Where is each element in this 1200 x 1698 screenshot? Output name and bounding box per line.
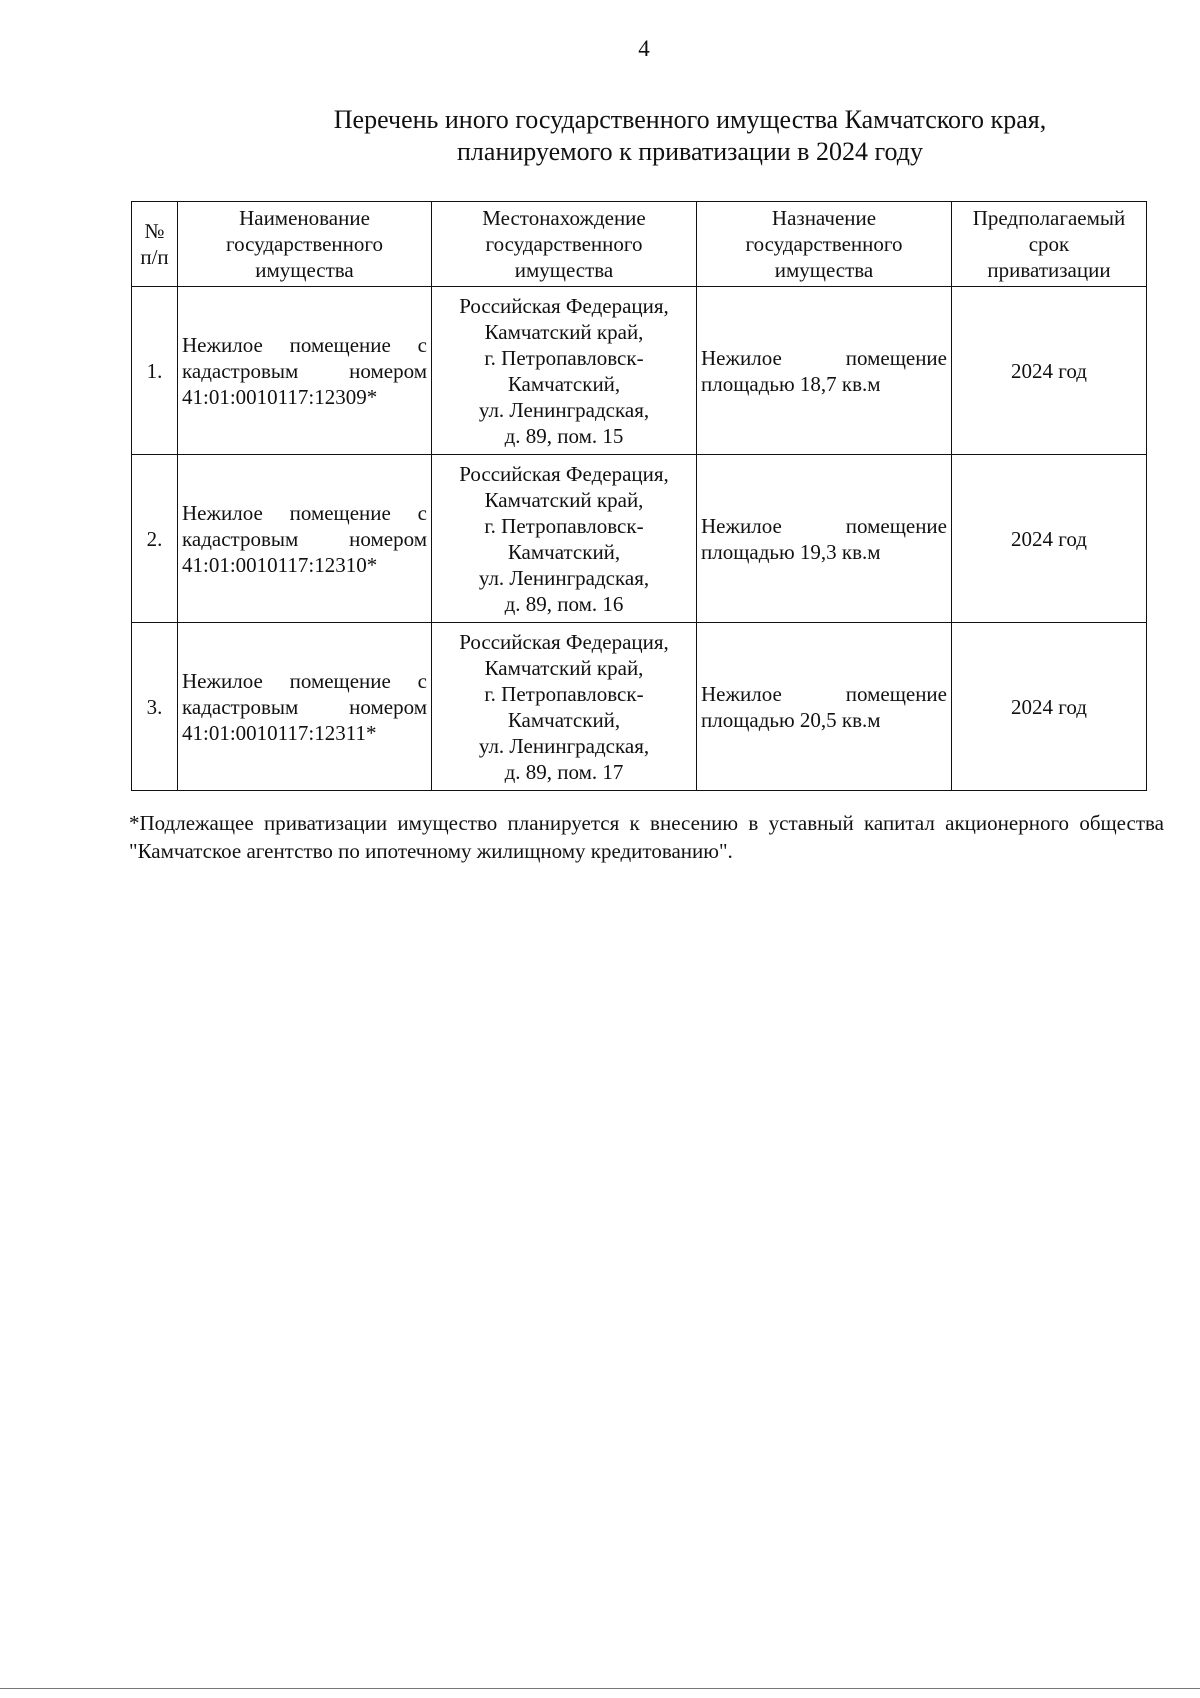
location-line: Российская Федерация, [459, 293, 669, 318]
privatization-term: 2024 год [952, 623, 1147, 791]
privatization-term: 2024 год [952, 455, 1147, 623]
property-purpose-cell [697, 287, 952, 455]
property-location-cell [432, 287, 697, 455]
header-name [178, 202, 432, 287]
location-line: ул. Ленинградская, [478, 565, 650, 590]
location-line: Камчатский край, [484, 319, 644, 344]
property-name-line: Нежилое помещение с [182, 332, 427, 357]
property-location-cell [432, 455, 697, 623]
purpose-line: Нежилое помещение [701, 345, 947, 370]
property-name-line: Нежилое помещение с [182, 668, 427, 693]
header-text: п/п [140, 245, 169, 269]
header-text: государственного [745, 232, 903, 256]
header-text: № [144, 219, 165, 243]
table-row [132, 455, 1147, 623]
header-text: имущества [255, 258, 354, 282]
location-line: г. Петропавловск- [484, 345, 644, 370]
property-name-line: 41:01:0010117:12310* [182, 552, 378, 577]
page-bottom-rule [0, 1688, 1200, 1689]
location-line: Камчатский, [507, 707, 621, 732]
document-title [240, 104, 1140, 168]
purpose-line: площадью 20,5 кв.м [701, 707, 881, 732]
property-name-line: 41:01:0010117:12311* [182, 720, 377, 745]
table-row [132, 287, 1147, 455]
purpose-line: Нежилое помещение [701, 513, 947, 538]
property-name-line: 41:01:0010117:12309* [182, 384, 378, 409]
location-line: Камчатский край, [484, 487, 644, 512]
purpose-line: площадью 19,3 кв.м [701, 539, 881, 564]
header-term [952, 202, 1147, 287]
header-location [432, 202, 697, 287]
property-name-line: кадастровым номером [182, 358, 427, 383]
header-text: государственного [225, 232, 384, 256]
purpose-line: площадью 18,7 кв.м [701, 371, 881, 396]
location-line: Камчатский, [507, 539, 621, 564]
location-line: ул. Ленинградская, [478, 397, 650, 422]
table-header-row [132, 202, 1147, 287]
header-text: Наименование [239, 206, 370, 230]
property-purpose-cell [697, 623, 952, 791]
property-name-line: кадастровым номером [182, 694, 427, 719]
property-name-cell [178, 455, 432, 623]
property-name-cell [178, 287, 432, 455]
header-text: Местонахождение [482, 206, 646, 230]
purpose-line: Нежилое помещение [701, 681, 947, 706]
location-line: Российская Федерация, [459, 629, 669, 654]
footnote: *Подлежащее приватизации имущество планируется к внесению в уставный капитал акционерного общества "Камчатское агентство по ипотечному жилищному кредитованию". [129, 811, 1164, 863]
title-line-2: планируемого к приватизации в 2024 году [457, 137, 923, 166]
title-line-1: Перечень иного государственного имущества Камчатского края, [333, 105, 1047, 134]
location-line: д. 89, пом. 15 [504, 423, 624, 448]
header-text: имущества [774, 258, 874, 282]
header-number [132, 202, 178, 287]
header-text: государственного [485, 232, 643, 256]
property-table [131, 201, 1147, 791]
header-text: приватизации [987, 258, 1111, 282]
location-line: ул. Ленинградская, [478, 733, 650, 758]
row-number: 3. [132, 623, 178, 791]
location-line: Камчатский край, [484, 655, 644, 680]
table-row [132, 623, 1147, 791]
location-line: Российская Федерация, [459, 461, 669, 486]
page-number: 4 [638, 36, 650, 61]
header-purpose [697, 202, 952, 287]
location-line: д. 89, пом. 17 [504, 759, 624, 784]
location-line: д. 89, пом. 16 [504, 591, 624, 616]
header-text: Предполагаемый [972, 206, 1126, 230]
privatization-term: 2024 год [952, 287, 1147, 455]
location-line: Камчатский, [507, 371, 621, 396]
property-name-cell [178, 623, 432, 791]
header-text: имущества [514, 258, 614, 282]
property-name-line: кадастровым номером [182, 526, 427, 551]
location-line: г. Петропавловск- [484, 681, 644, 706]
header-text: Назначение [771, 206, 877, 230]
row-number: 2. [132, 455, 178, 623]
location-line: г. Петропавловск- [484, 513, 644, 538]
property-name-line: Нежилое помещение с [182, 500, 427, 525]
header-text: срок [1028, 232, 1070, 256]
property-purpose-cell [697, 455, 952, 623]
row-number: 1. [132, 287, 178, 455]
property-location-cell [432, 623, 697, 791]
